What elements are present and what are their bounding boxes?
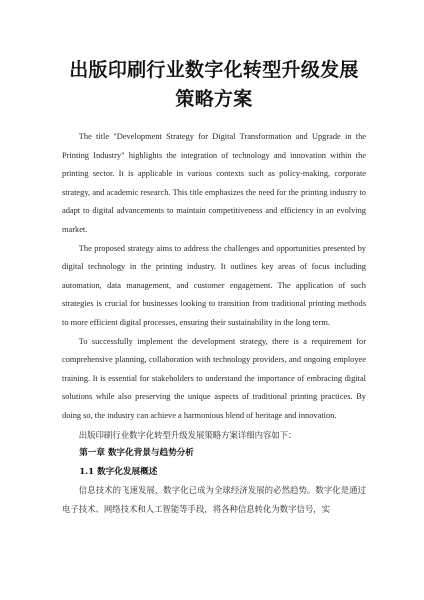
- section-paragraph: 信息技术的飞速发展，数字化已成为全球经济发展的必然趋势。数字化是通过电子技术、网络技术和人工智能等手段，将各种信息转化为数字信号，实: [62, 485, 366, 514]
- section-heading: 1.1 数字化发展概述: [79, 466, 158, 477]
- body-paragraph-3: To successfully implement the development strategy, there is a requirement for comprehensive planning, collaboration with technology providers, and ongoing employee training. It is essential for stakeholders to understand the importance of embracing digital solutions while also preserving the unique aspects of traditional printing practices. By doing so, the industry can achieve a harmonious blend of heritage and innovation.: [62, 336, 366, 420]
- intro-line: 出版印刷行业数字化转型升级发展策略方案详细内容如下：: [78, 429, 297, 440]
- body-paragraph-1: The title "Development Strategy for Digital Transformation and Upgrade in the Printing Industry" highlights the integration of technology and innovation within the printing sector. It is applicable in various contexts such as policy-making, corporate strategy, and academic research. This title emphasizes the need for the printing industry to adapt to digital advancements to maintain competitiveness and efficiency in an evolving market.: [62, 132, 366, 234]
- chapter-heading: 第一章 数字化背景与趋势分析: [79, 448, 194, 459]
- body-paragraph-2: The proposed strategy aims to address the challenges and opportunities presented by digital technology in the printing industry. It outlines key areas of focus including automation, data management, and customer engagement. The application of such strategies is crucial for businesses looking to transition from traditional printing methods to more efficient digital processes, ensuring their sustainability in the long term.: [62, 243, 366, 327]
- document-title: 出版印刷行业数字化转型升级发展策略方案: [69, 59, 359, 110]
